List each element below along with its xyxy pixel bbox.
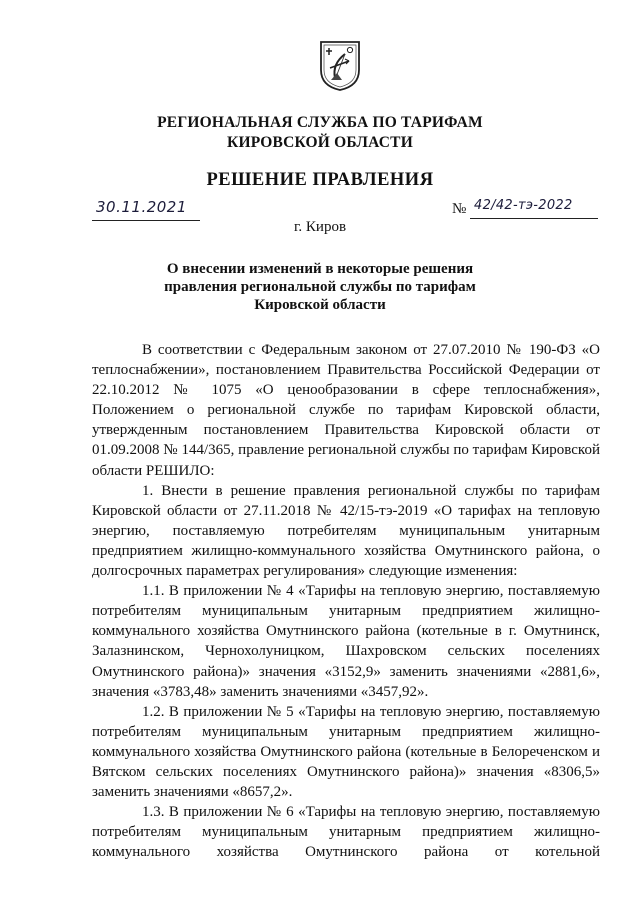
document-body	[92, 340, 600, 862]
subject-line: О внесении изменений в некоторые решения	[166, 261, 474, 277]
number-field	[452, 199, 598, 220]
document-type: РЕШЕНИЕ ПРАВЛЕНИЯ	[206, 170, 434, 190]
organization-region: КИРОВСКОЙ ОБЛАСТИ	[227, 134, 413, 151]
coat-of-arms-icon	[319, 40, 361, 92]
date-field	[92, 200, 200, 221]
handwritten-number: 42/42-тэ-2022	[474, 198, 573, 213]
subject-line: Кировской области	[254, 297, 386, 313]
city: г. Киров	[293, 219, 347, 235]
organization-name: РЕГИОНАЛЬНАЯ СЛУЖБА ПО ТАРИФАМ	[157, 114, 483, 131]
subject-line: правления региональной службы по тарифам	[164, 279, 476, 295]
paragraph-clause-1: 1. Внести в решение правления региональной службы по тарифам Кировской области от 27.11.2018 № 42/15-тэ-2019 «О тарифах на тепловую энергию, поставляемую потребителям муниципальным унитарным предприятием жилищно-коммунального хозяйства Омутнинского района, о долгосрочных параметрах регулирования» следующие изменения:	[92, 482, 600, 580]
paragraph-preamble: В соответствии с Федеральным законом от 27.07.2010 № 190-ФЗ «О теплоснабжении», постановлением Правительства Российской Федерации от 22.10.2012 № 1075 «О ценообразовании в сфере теплоснабжения», Положением о региональной службе по тарифам Кировской области, утвержденным постановлением Правительства Кировской области от 01.09.2008 № 144/365, правление региональной службы по тарифам Кировской области РЕШИЛО:	[92, 342, 600, 479]
handwritten-date: 30.11.2021	[96, 198, 187, 216]
paragraph-clause-1-2: 1.2. В приложении № 5 «Тарифы на тепловую энергию, поставляемую потребителям муниципальным унитарным предприятием жилищно-коммунального хозяйства Омутнинского района (котельные в Белореченском и Вятском сельских поселениях Омутнинского района)» значения «8306,5» заменить значениями «8657,2».	[92, 703, 600, 801]
number-sign: №	[452, 201, 467, 217]
paragraph-clause-1-1: 1.1. В приложении № 4 «Тарифы на тепловую энергию, поставляемую потребителям муниципальным унитарным предприятием жилищно-коммунального хозяйства Омутнинского района (котельные в г. Омутнинск, Залазнинском, Чернохолуницком, Шахровском сельских поселениях Омутнинского района)» значения «3152,9» заменить значениями «2881,6», значения «3783,48» заменить значениями «3457,92».	[92, 583, 600, 700]
paragraph-clause-1-3: 1.3. В приложении № 6 «Тарифы на тепловую энергию, поставляемую потребителям муниципальным унитарным предприятием жилищно-коммунального хозяйства Омутнинского района от котельной	[92, 804, 600, 861]
